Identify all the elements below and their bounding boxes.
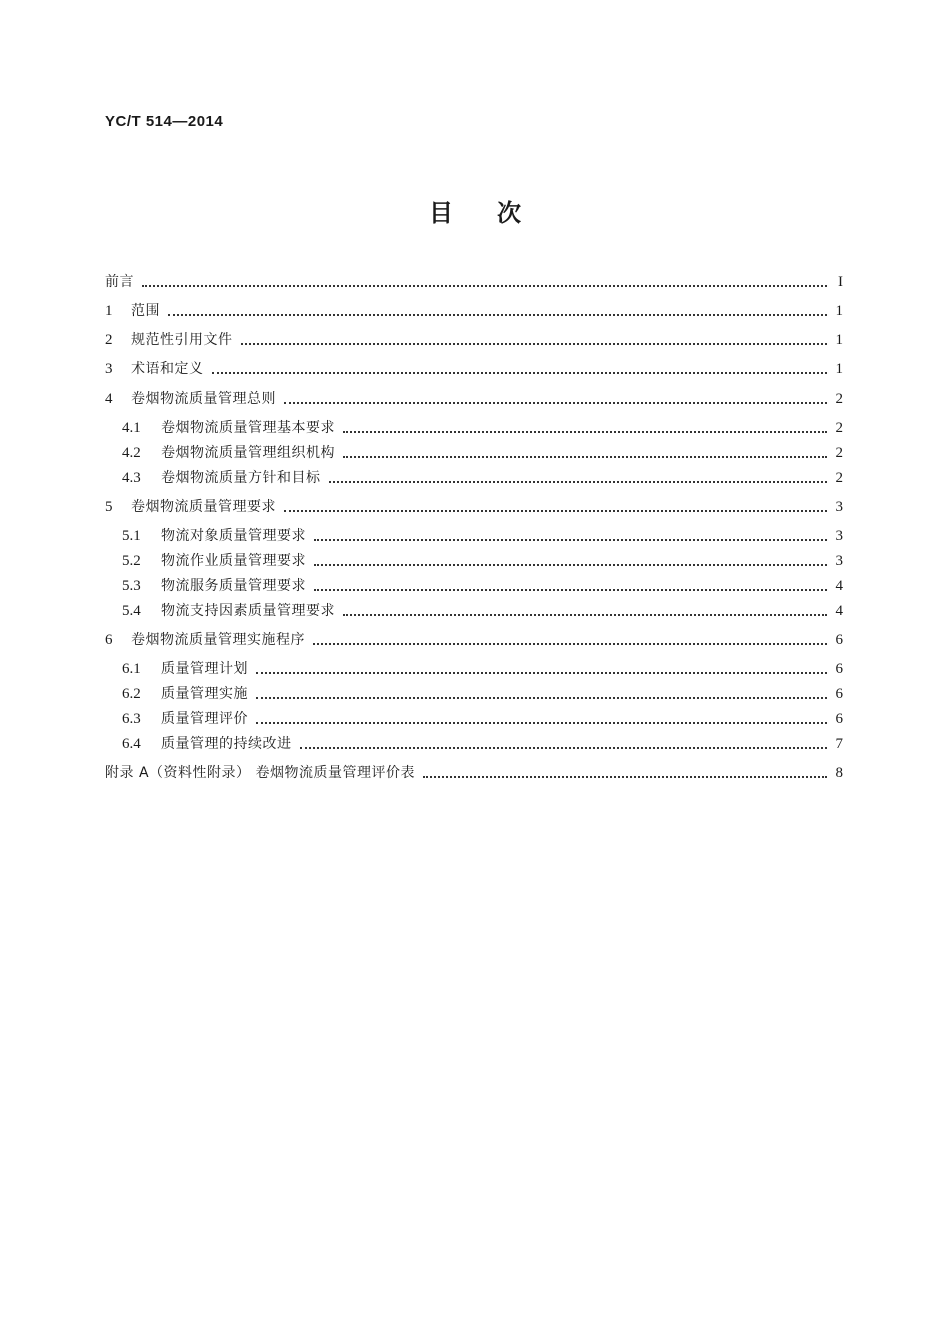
toc-entry-number: 5.3 [122, 578, 141, 594]
toc-entry-number: 4.2 [122, 445, 141, 461]
toc-dot-leader [256, 697, 827, 699]
document-code: YC/T 514—2014 [105, 113, 224, 130]
toc-entry[interactable] [122, 549, 843, 571]
toc-dot-leader [284, 402, 827, 404]
toc-dot-leader [284, 510, 827, 512]
toc-entry-number: 5.4 [122, 603, 141, 619]
toc-entry-label: 卷烟物流质量管理基本要求 [161, 420, 335, 436]
toc-entry-label: 物流服务质量管理要求 [161, 578, 306, 594]
toc-entry-page-number: 4 [835, 578, 843, 594]
toc-entry-number: 5 [105, 499, 113, 515]
toc-entry-label: 卷烟物流质量方针和目标 [161, 470, 321, 486]
toc-entry-page-number: 3 [835, 499, 843, 515]
toc-entry-label: 附录 A（资料性附录） 卷烟物流质量管理评价表 [105, 765, 415, 781]
toc-entry-page-number: 8 [835, 765, 843, 781]
toc-dot-leader [212, 372, 828, 374]
toc-entry-page-number: 7 [835, 736, 843, 752]
toc-entry-page-number: 2 [835, 420, 843, 436]
toc-entry-page-number: 4 [835, 603, 843, 619]
toc-entry[interactable] [122, 732, 843, 754]
toc-entry-number: 6.1 [122, 661, 141, 677]
toc-entry-page-number: 2 [835, 470, 843, 486]
toc-dot-leader [256, 672, 827, 674]
toc-entry-number: 6.3 [122, 711, 141, 727]
toc-dot-leader [313, 643, 827, 645]
toc-entry-label: 前言 [105, 274, 134, 290]
toc-entry[interactable] [105, 495, 843, 517]
toc-entry[interactable] [105, 328, 843, 350]
toc-dot-leader [314, 564, 827, 566]
toc-entry-page-number: 6 [835, 686, 843, 702]
toc-entry-page-number: 6 [835, 711, 843, 727]
toc-dot-leader [314, 589, 827, 591]
toc-dot-leader [343, 456, 827, 458]
toc-entry[interactable] [122, 682, 843, 704]
toc-entry[interactable] [105, 628, 843, 650]
toc-entry-label: 卷烟物流质量管理实施程序 [131, 632, 305, 648]
toc-entry-label: 规范性引用文件 [131, 332, 233, 348]
toc-entry[interactable] [105, 270, 843, 292]
toc-dot-leader [314, 539, 827, 541]
toc-entry-page-number: 1 [835, 332, 843, 348]
toc-entry-label: 卷烟物流质量管理总则 [131, 391, 276, 407]
toc-dot-leader [256, 722, 827, 724]
toc-entry-number: 6 [105, 632, 113, 648]
toc-entry[interactable] [105, 299, 843, 321]
toc-entry-label: 物流支持因素质量管理要求 [161, 603, 335, 619]
toc-entry[interactable] [122, 599, 843, 621]
toc-entry[interactable] [122, 524, 843, 546]
toc-entry-page-number: I [838, 274, 843, 290]
toc-entry[interactable] [105, 761, 843, 783]
toc-entry-label: 质量管理的持续改进 [161, 736, 292, 752]
toc-entry[interactable] [122, 707, 843, 729]
toc-entry[interactable] [122, 657, 843, 679]
toc-entry-page-number: 1 [835, 361, 843, 377]
toc-entry-number: 1 [105, 303, 113, 319]
toc-entry[interactable] [122, 416, 843, 438]
toc-entry[interactable] [122, 441, 843, 463]
toc-dot-leader [329, 481, 828, 483]
toc-entry-page-number: 3 [835, 528, 843, 544]
toc-entry[interactable] [105, 357, 843, 379]
toc-dot-leader [343, 614, 827, 616]
toc-entry-number: 5.1 [122, 528, 141, 544]
toc-entry-label: 物流对象质量管理要求 [161, 528, 306, 544]
toc-dot-leader [343, 431, 827, 433]
page-title: 目次 [429, 199, 565, 227]
toc-entry-label: 范围 [131, 303, 160, 319]
toc-entry-label: 质量管理计划 [161, 661, 248, 677]
toc-entry-number: 2 [105, 332, 113, 348]
toc-entry-page-number: 1 [835, 303, 843, 319]
toc-entry-page-number: 6 [835, 661, 843, 677]
toc-entry-page-number: 2 [835, 391, 843, 407]
toc-entry-page-number: 6 [835, 632, 843, 648]
toc-entry-label: 术语和定义 [131, 361, 204, 377]
toc-dot-leader [423, 776, 827, 778]
toc-entry-label: 质量管理评价 [161, 711, 248, 727]
toc-entry-number: 5.2 [122, 553, 141, 569]
toc-dot-leader [168, 314, 827, 316]
toc-entry-number: 4.3 [122, 470, 141, 486]
toc-entry[interactable] [122, 574, 843, 596]
toc-entry[interactable] [105, 387, 843, 409]
toc-entry-number: 6.4 [122, 736, 141, 752]
toc-entry-page-number: 3 [835, 553, 843, 569]
toc-entry-number: 6.2 [122, 686, 141, 702]
toc-entry-label: 物流作业质量管理要求 [161, 553, 306, 569]
toc-entry-label: 卷烟物流质量管理要求 [131, 499, 276, 515]
toc-entry-page-number: 2 [835, 445, 843, 461]
toc-entry[interactable] [122, 466, 843, 488]
toc-dot-leader [241, 343, 828, 345]
toc-entry-number: 4.1 [122, 420, 141, 436]
toc-entry-number: 4 [105, 391, 113, 407]
toc-dot-leader [142, 285, 827, 287]
toc-entry-label: 质量管理实施 [161, 686, 248, 702]
toc-entry-label: 卷烟物流质量管理组织机构 [161, 445, 335, 461]
toc-dot-leader [300, 747, 828, 749]
toc-entry-number: 3 [105, 361, 113, 377]
